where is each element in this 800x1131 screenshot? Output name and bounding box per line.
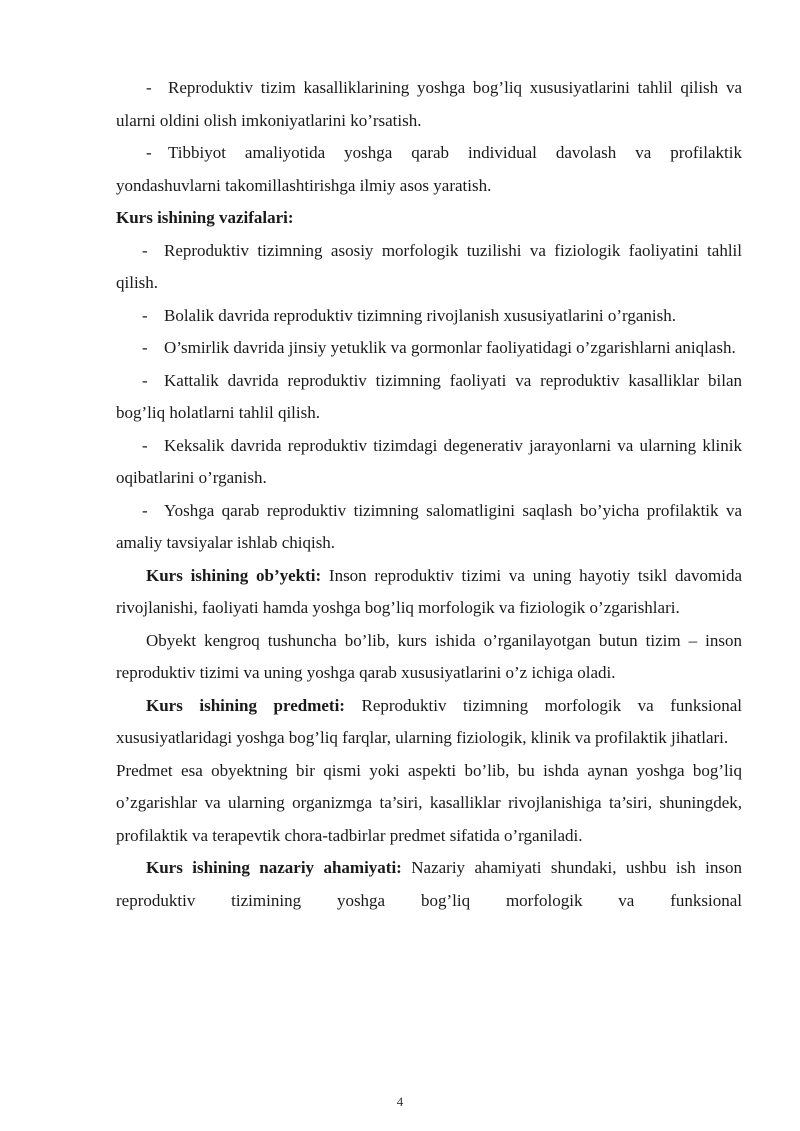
task-item	[116, 430, 742, 495]
subject-note-paragraph: Predmet esa obyektning bir qismi yoki aspekti bo’lib, bu ishda aynan yoshga bog’liq o’zgarishlar va ularning organizmga ta’siri, kasalliklar rivojlanishiga ta’siri, shuningdek, profilaktik va terapevtik chora-tadbirlar predmet sifatida o’rganiladi.	[116, 760, 742, 845]
subject-text: Reproduktiv tizimning morfologik va funksional xususiyatlaridagi yoshga bog’liq farqlar, ularning fiziologik, klinik va profilaktik jihatlari.	[116, 695, 742, 747]
list-dash: -	[142, 305, 148, 325]
subject-paragraph	[116, 690, 742, 755]
task-item	[116, 495, 742, 560]
list-dash: -	[142, 435, 148, 455]
task-text: Reproduktiv tizimning asosiy morfologik tuzilishi va fiziologik faoliyatini tahlil qilish.	[116, 240, 742, 292]
goal-text: Tibbiyot amaliyotida yoshga qarab individual davolash va profilaktik yondashuvlarni takomillashtirishga ilmiy asos yaratish.	[116, 143, 742, 195]
task-item	[116, 365, 742, 430]
list-dash: -	[142, 338, 148, 357]
task-text: Yoshga qarab reproduktiv tizimning salomatligini saqlash bo’yicha profilaktik va amaliy tavsiyalar ishlab chiqish.	[116, 500, 742, 552]
task-item	[116, 300, 742, 333]
theory-text: Nazariy ahamiyati shundaki, ushbu ish inson reproduktiv tizimining yoshga bog’liq morfologik va funksional	[116, 858, 742, 910]
task-text: Keksalik davrida reproduktiv tizimdagi degenerativ jarayonlarni va ularning klinik oqibatlarini o’rganish.	[116, 435, 742, 487]
object-paragraph	[116, 560, 742, 625]
goal-item	[116, 137, 742, 202]
goal-item	[116, 72, 742, 137]
object-note-paragraph: Obyekt kengroq tushuncha bo’lib, kurs ishida o’rganilayotgan butun tizim – inson reproduktiv tizimi va uning yoshga qarab xususiyatlarini o’z ichiga oladi.	[116, 630, 742, 682]
tasks-heading: Kurs ishining vazifalari:	[116, 208, 294, 227]
list-dash: -	[142, 240, 148, 260]
task-text: O’smirlik davrida jinsiy yetuklik va gormonlar faoliyatidagi o’zgarishlarni aniqlash.	[164, 338, 736, 357]
task-item	[116, 235, 742, 300]
theory-paragraph	[116, 852, 742, 917]
list-dash: -	[146, 78, 152, 97]
object-label: Kurs ishining ob’yekti:	[146, 565, 322, 585]
goal-text: Reproduktiv tizim kasalliklarining yoshga bog’liq xususiyatlarini tahlil qilish va ularni oldini olish imkoniyatlarini ko’rsatish.	[116, 78, 742, 130]
list-dash: -	[142, 370, 148, 390]
theory-label: Kurs ishining nazariy ahamiyati:	[146, 858, 402, 877]
subject-label: Kurs ishining predmeti:	[146, 695, 345, 715]
page-number: 4	[396, 1094, 404, 1109]
document-page	[116, 72, 742, 917]
task-text: Bolalik davrida reproduktiv tizimning rivojlanish xususiyatlarini o’rganish.	[164, 305, 676, 325]
task-text: Kattalik davrida reproduktiv tizimning faoliyati va reproduktiv kasalliklar bilan bog’liq holatlarni tahlil qilish.	[116, 370, 742, 422]
list-dash: -	[146, 143, 152, 162]
object-text: Inson reproduktiv tizimi va uning hayotiy tsikl davomida rivojlanishi, faoliyati hamda yoshga bog’liq morfologik va fiziologik o’zgarishlari.	[116, 565, 742, 617]
list-dash: -	[142, 500, 148, 520]
task-item	[116, 332, 742, 365]
